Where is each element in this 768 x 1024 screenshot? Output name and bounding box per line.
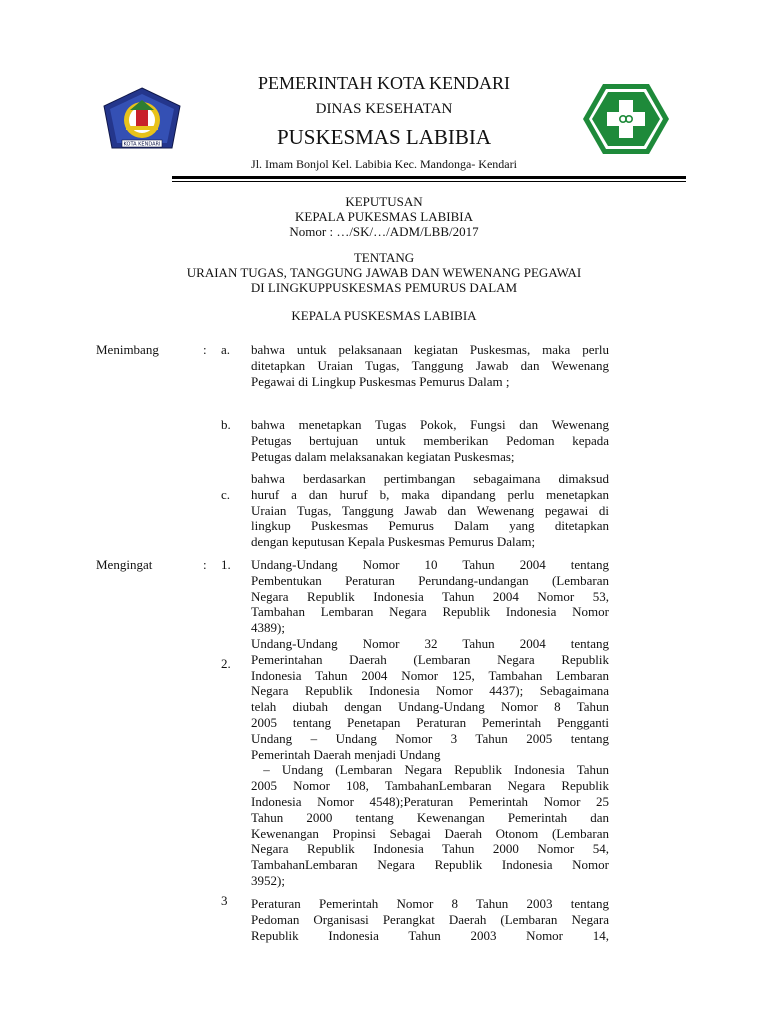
header-institution: PUSKESMAS LABIBIA — [276, 125, 492, 149]
text-line: Indonesia Nomor 4548);Peraturan Pemerintah Nomor 25 — [251, 793, 609, 809]
text-line: 3952); — [251, 872, 285, 888]
text-line: Negara Republik Indonesia Tahun 2000 Nomor 54, — [251, 841, 609, 857]
decree-issuer: KEPALA PUKESMAS LABIBIA — [295, 209, 473, 224]
letterhead-rule-thin — [172, 181, 686, 182]
text-line: TambahanLembaran Negara Republik Indonesia Nomor — [251, 857, 609, 873]
text-line: Undang-Undang Nomor 32 Tahun 2004 tentang — [251, 636, 609, 651]
text-line: 4389); — [251, 620, 285, 636]
text-line: Tahun 2000 tentang Kewenangan Pemerintah dan — [251, 809, 609, 825]
mengingat-marker-1: 1. — [221, 557, 231, 572]
letterhead-rule-thick — [172, 176, 686, 179]
text-line: Pegawai di Lingkup Puskesmas Pemurus Dalam ; — [251, 373, 510, 389]
text-line: Negara Republik Indonesia Tahun 2004 Nomor 53, — [251, 588, 609, 604]
mengingat-colon: : — [203, 557, 207, 572]
header-address: Jl. Imam Bonjol Kel. Labibia Kec. Mandonga- Kendari — [251, 157, 517, 171]
text-line: Pedoman Organisasi Perangkat Daerah (Lembaran Negara — [251, 911, 609, 927]
mengingat-marker-3: 3 — [221, 893, 228, 908]
text-line: Republik Indonesia Tahun 2003 Nomor 14, — [251, 927, 609, 943]
mengingat-item-1 — [251, 557, 609, 636]
text-line: bahwa untuk pelaksanaan kegiatan Puskesmas, maka perlu — [251, 342, 609, 357]
text-line: Indonesia Tahun 2004 Nomor 125, Tambahan Lembaran — [251, 667, 609, 683]
text-line: 2005 Nomor 108, TambahanLembaran Negara Republik — [251, 778, 609, 794]
mengingat-marker-2: 2. — [221, 656, 231, 671]
text-line: – Undang (Lembaran Negara Republik Indonesia Tahun — [251, 762, 609, 778]
decree-subject-line1: URAIAN TUGAS, TANGGUNG JAWAB DAN WEWENANG PEGAWAI — [186, 265, 582, 280]
text-line: dengan keputusan Kepala Puskesmas Pemurus Dalam; — [251, 534, 536, 550]
menimbang-label: Menimbang — [96, 342, 159, 357]
text-line: Negara Republik Indonesia Nomor 4437); Sebagaimana — [251, 683, 609, 699]
header-government: PEMERINTAH KOTA KENDARI — [257, 73, 511, 93]
decree-subject-line2: DI LINGKUPPUSKESMAS PEMURUS DALAM — [250, 280, 518, 295]
decree-title: KEPUTUSAN — [345, 194, 423, 209]
mengingat-item-2 — [251, 636, 609, 889]
text-line: Pemerintah Daerah menjadi Undang — [251, 746, 441, 762]
emblem-text: KOTA KENDARI — [123, 141, 161, 148]
text-line: telah diubah dengan Undang-Undang Nomor 8 Tahun — [251, 699, 609, 715]
mengingat-label: Mengingat — [96, 557, 153, 572]
decree-number: Nomor : …/SK/…/ADM/LBB/2017 — [289, 224, 479, 239]
text-line: Pemerintahan Daerah (Lembaran Negara Republik — [251, 651, 609, 667]
text-line: Undang-Undang Nomor 10 Tahun 2004 tentang — [251, 557, 609, 572]
text-line: Undang – Undang Nomor 3 Tahun 2005 tentang — [251, 730, 609, 746]
text-line: Tambahan Lembaran Negara Republik Indonesia Nomor — [251, 604, 609, 620]
menimbang-marker-b: b. — [221, 417, 231, 432]
text-line: bahwa berdasarkan pertimbangan sebagaimana dimaksud — [251, 471, 609, 486]
text-line: lingkup Puskesmas Pemurus Dalam yang ditetapkan — [251, 518, 609, 534]
menimbang-item-a — [251, 342, 609, 389]
mengingat-item-3 — [251, 896, 609, 943]
text-line: Kewenangan Propinsi Sebagai Daerah Otonom (Lembaran — [251, 825, 609, 841]
text-line: Petugas dalam melaksanakan kegiatan Puskesmas; — [251, 448, 515, 464]
text-line: ditetapkan Uraian Tugas, Tanggung Jawab dan Wewenang — [251, 357, 609, 373]
decree-tentang: TENTANG — [353, 250, 415, 265]
text-line: 2005 tentang Penetapan Peraturan Pemerintah Pengganti — [251, 714, 609, 730]
text-line: Peraturan Pemerintah Nomor 8 Tahun 2003 tentang — [251, 896, 609, 911]
menimbang-item-c — [251, 471, 609, 550]
menimbang-colon: : — [203, 342, 207, 357]
menimbang-marker-a: a. — [221, 342, 231, 357]
text-line: bahwa menetapkan Tugas Pokok, Fungsi dan Wewenang — [251, 417, 609, 432]
text-line: huruf a dan huruf b, maka dipandang perlu menetapkan — [251, 486, 609, 502]
text-line: Pembentukan Peraturan Perundang-undangan (Lembaran — [251, 572, 609, 588]
menimbang-marker-c: c. — [221, 487, 231, 502]
text-line: Petugas bertujuan untuk memberikan Pedoman kepada — [251, 432, 609, 448]
decree-authority: KEPALA PUSKESMAS LABIBIA — [291, 308, 477, 323]
menimbang-item-b — [251, 417, 609, 464]
text-line: Uraian Tugas, Tanggung Jawab dan Wewenang pegawai di — [251, 502, 609, 518]
header-department: DINAS KESEHATAN — [315, 101, 453, 117]
